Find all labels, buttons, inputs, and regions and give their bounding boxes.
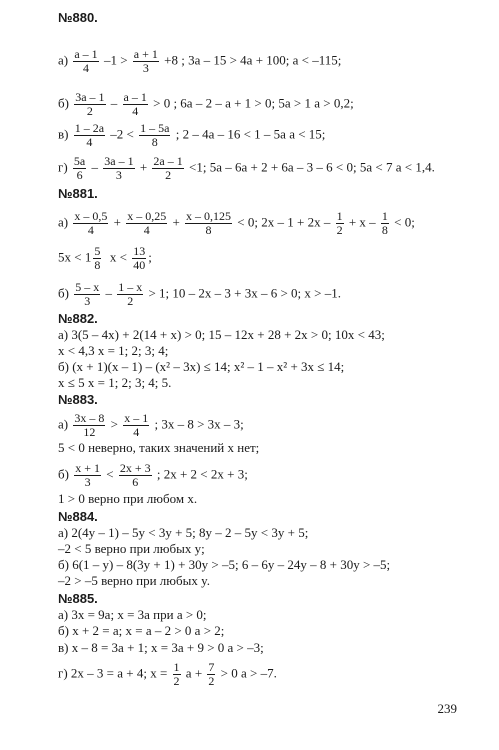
- fraction: $\frac{a - 1}{4}$: [123, 90, 147, 118]
- problem-882-line: б) (x + 1)(x – 1) – (x² – 3x) ≤ 14; x² – 1 – x² + 3x ≤ 14;: [58, 359, 345, 374]
- problem-884-title: №884.: [58, 509, 98, 524]
- fraction: $\frac{a + 1}{3}$: [133, 47, 158, 75]
- problem-880-b: б) $\frac{3a - 1}{2}$ – $\frac{a - 1}{4}$ > 0 ; 6a – 2 – a + 1 > 0; 5a > 1 a > 0,2;: [58, 90, 354, 118]
- problem-883-line: 1 > 0 верно при любом x.: [58, 491, 198, 506]
- problem-882-line: x < 4,3 x = 1; 2; 3; 4;: [58, 343, 169, 358]
- fraction: $\frac{1}{2}$: [336, 209, 343, 237]
- fraction: $\frac{13}{40}$: [133, 244, 146, 272]
- fraction: $\frac{1 - 5a}{8}$: [140, 121, 170, 149]
- problem-882-line: а) 3(5 – 4x) + 2(14 + x) > 0; 15 – 12x + 28 + 2x > 0; 10x < 43;: [58, 327, 385, 342]
- problem-880-a: а) $\frac{a - 1}{4}$ –1 > $\frac{a + 1}{3}$ +8 ; 3a – 15 > 4a + 100; a < –115;: [58, 47, 342, 75]
- fraction: $\frac{x - 1}{4}$: [124, 411, 149, 439]
- fraction: $\frac{1 - x}{2}$: [118, 280, 143, 308]
- fraction: $\frac{3a - 1}{2}$: [75, 90, 105, 118]
- problem-885-line: в) x – 8 = 3a + 1; x = 3a + 9 > 0 a > –3;: [58, 640, 264, 655]
- fraction: $\frac{5}{8}$: [94, 244, 101, 272]
- problem-884-line: –2 > –5 верно при любых y.: [58, 573, 210, 588]
- fraction: $\frac{x - 0,125}{8}$: [186, 209, 232, 237]
- problem-881-a: а) $\frac{x - 0,5}{4}$ + $\frac{x - 0,25}{4}$ + $\frac{x - 0,125}{8}$ < 0; 2x – 1 + 2x – $\frac{1}{2}$ + x – $\frac{1}{8}$ < 0;: [58, 209, 415, 237]
- problem-881-a-result: 5x < 1 $\frac{5}{8}$ x < $\frac{13}{40}$ ;: [58, 244, 152, 272]
- fraction: $\frac{3x - 8}{12}$: [74, 411, 105, 439]
- fraction: $\frac{x + 1}{3}$: [75, 461, 100, 489]
- fraction: $\frac{2x + 3}{6}$: [119, 461, 151, 489]
- fraction: $\frac{7}{2}$: [208, 660, 215, 688]
- problem-882-line: x ≤ 5 x = 1; 2; 3; 4; 5.: [58, 375, 172, 390]
- problem-885-line: а) 3x = 9a; x = 3a при a > 0;: [58, 607, 207, 622]
- problem-885-line: б) x + 2 = a; x = a – 2 > 0 a > 2;: [58, 623, 225, 638]
- fraction: $\frac{1 - 2a}{4}$: [74, 121, 105, 149]
- problem-884-line: б) 6(1 – y) – 8(3y + 1) + 30y > –5; 6 – 6y – 24y – 8 + 30y > –5;: [58, 557, 391, 572]
- fraction: $\frac{x - 0,25}{4}$: [127, 209, 167, 237]
- fraction: $\frac{1}{8}$: [381, 209, 388, 237]
- problem-884-line: –2 < 5 верно при любых y;: [58, 541, 205, 556]
- problem-883-line: 5 < 0 неверно, таких значений x нет;: [58, 440, 260, 455]
- problem-880-v: в) $\frac{1 - 2a}{4}$ –2 < $\frac{1 - 5a}{8}$ ; 2 – 4a – 16 < 1 – 5a a < 15;: [58, 121, 326, 149]
- problem-881-b: б) $\frac{5 - x}{3}$ – $\frac{1 - x}{2}$ > 1; 10 – 2x – 3 + 3x – 6 > 0; x > –1.: [58, 280, 342, 308]
- fraction: $\frac{a - 1}{4}$: [74, 47, 98, 75]
- problem-882-title: №882.: [58, 311, 98, 326]
- problem-880-g: г) $\frac{5a}{6}$ – $\frac{3a - 1}{3}$ + $\frac{2a - 1}{2}$ <1; 5a – 6a + 2 + 6a – 3 – 6 < 0; 5a < 7 a < 1,4.: [58, 154, 435, 182]
- problem-883-a: а) $\frac{3x - 8}{12}$ > $\frac{x - 1}{4}$ ; 3x – 8 > 3x – 3;: [58, 411, 244, 439]
- page-number: 239: [437, 701, 457, 716]
- problem-885-title: №885.: [58, 591, 98, 606]
- fraction: $\frac{5a}{6}$: [73, 154, 86, 182]
- fraction: $\frac{3a - 1}{3}$: [104, 154, 134, 182]
- problem-883-b: б) $\frac{x + 1}{3}$ < $\frac{2x + 3}{6}$ ; 2x + 2 < 2x + 3;: [58, 461, 248, 489]
- problem-881-title: №881.: [58, 186, 98, 201]
- problem-884-line: а) 2(4y – 1) – 5y < 3y + 5; 8y – 2 – 5y < 3y + 5;: [58, 525, 309, 540]
- problem-885-g: г) 2x – 3 = a + 4; x = $\frac{1}{2}$ a + $\frac{7}{2}$ > 0 a > –7.: [58, 660, 277, 688]
- fraction: $\frac{2a - 1}{2}$: [153, 154, 183, 182]
- fraction: $\frac{x - 0,5}{4}$: [74, 209, 108, 237]
- fraction: $\frac{1}{2}$: [173, 660, 180, 688]
- problem-883-title: №883.: [58, 392, 98, 407]
- problem-880-title: №880.: [58, 10, 98, 25]
- fraction: $\frac{5 - x}{3}$: [75, 280, 100, 308]
